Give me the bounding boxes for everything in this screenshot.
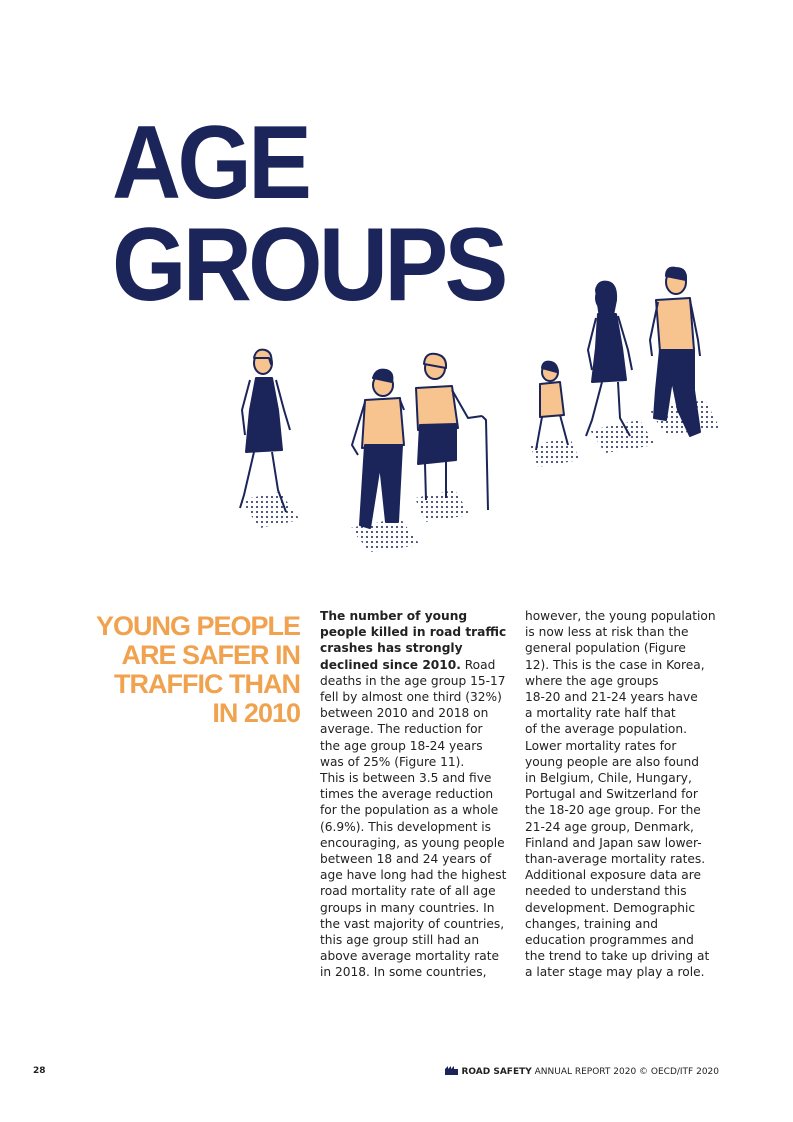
body-line: (6.9%). This development is: [320, 819, 492, 834]
body-line: the vast majority of countries,: [320, 916, 505, 931]
lead-line-tail: Road: [460, 657, 496, 672]
subheading-line: TRAFFIC THAN: [114, 669, 300, 699]
footer-brand: ROAD SAFETY: [461, 1067, 532, 1077]
old-man-figure: [352, 370, 404, 528]
people-illustration: [220, 260, 720, 560]
body-line: a mortality rate half that: [525, 706, 676, 721]
body-line: general population (Figure: [525, 641, 686, 656]
body-line: This is between 3.5 and five: [320, 771, 492, 786]
body-line: groups in many countries. In: [320, 900, 495, 915]
body-line: needed to understand this: [525, 884, 687, 899]
body-line: Lower mortality rates for: [525, 738, 677, 753]
body-line: of the average population.: [525, 722, 687, 737]
section-subheading: [60, 612, 300, 728]
page-number: 28: [33, 1066, 46, 1076]
body-line: this age group still had an: [320, 933, 480, 948]
body-line: average. The reduction for: [320, 722, 483, 737]
body-line: however, the young population: [525, 609, 716, 623]
body-line: deaths in the age group 15-17: [320, 673, 506, 688]
body-line: encouraging, as young people: [320, 835, 505, 850]
body-line: the 18-20 age group. For the: [525, 803, 701, 818]
body-line: than-average mortality rates.: [525, 852, 706, 867]
body-line: Portugal and Switzerland for: [525, 787, 698, 802]
lead-line: people killed in road traffic: [320, 625, 507, 640]
body-line: where the age groups: [525, 673, 659, 688]
body-line: above average mortality rate: [320, 949, 499, 964]
woman-walking-figure: [240, 350, 290, 512]
body-line: the trend to take up driving at: [525, 949, 710, 964]
body-line: a later stage may play a role.: [525, 965, 705, 980]
body-line: in 2018. In some countries,: [320, 965, 487, 980]
body-column-2: [525, 608, 721, 981]
subheading-line: IN 2010: [212, 698, 300, 728]
itf-logo-icon: [445, 1066, 458, 1075]
footer-rest: ANNUAL REPORT 2020 © OECD/ITF 2020: [531, 1067, 719, 1077]
body-column-1: [320, 608, 516, 981]
body-line: for the population as a whole: [320, 803, 499, 818]
body-line: age have long had the highest: [320, 868, 507, 883]
body-line: fell by almost one third (32%): [320, 690, 502, 705]
body-line: times the average reduction: [320, 787, 494, 802]
lead-line-bold: declined since 2010.: [320, 657, 461, 672]
lead-line: crashes has strongly: [320, 641, 463, 656]
body-line: is now less at risk than the: [525, 625, 689, 640]
body-line: was of 25% (Figure 11).: [320, 754, 465, 769]
body-line: young people are also found: [525, 754, 699, 769]
body-line: road mortality rate of all age: [320, 884, 496, 899]
old-woman-with-cane-figure: [416, 354, 488, 510]
subheading-line: YOUNG PEOPLE: [95, 611, 300, 641]
body-line: changes, training and: [525, 916, 658, 931]
body-line: Additional exposure data are: [525, 868, 701, 883]
body-line: 12). This is the case in Korea,: [525, 657, 705, 672]
page-title-line-1: AGE: [112, 105, 309, 221]
child-figure: [536, 362, 568, 450]
body-line: between 18 and 24 years of: [320, 852, 492, 867]
body-line: the age group 18-24 years: [320, 738, 483, 753]
body-line: in Belgium, Chile, Hungary,: [525, 771, 692, 786]
body-line: Finland and Japan saw lower-: [525, 835, 702, 850]
body-line: 18-20 and 21-24 years have: [525, 690, 698, 705]
body-line: 21-24 age group, Denmark,: [525, 819, 694, 834]
body-line: between 2010 and 2018 on: [320, 706, 489, 721]
subheading-line: ARE SAFER IN: [121, 640, 300, 670]
lead-line-mixed: [320, 657, 516, 673]
body-line: development. Demographic: [525, 900, 696, 915]
floor-shadows: [240, 400, 720, 552]
lead-line: The number of young: [320, 609, 468, 623]
young-woman-figure: [586, 282, 632, 436]
footer-credit: [445, 1066, 719, 1077]
page-title-line-2: GROUPS: [112, 207, 505, 323]
body-line: education programmes and: [525, 933, 694, 948]
